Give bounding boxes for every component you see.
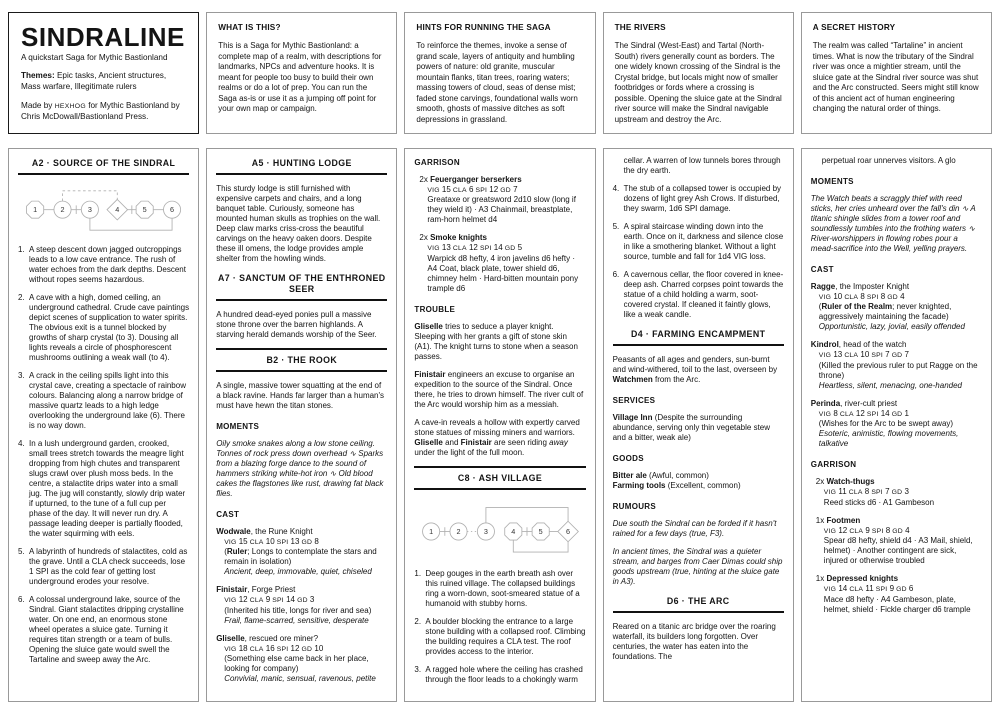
goods-entry: Bitter ale (Awful, common) <box>612 470 709 480</box>
keyed-list-item <box>18 245 189 285</box>
paragraph: This sturdy lodge is still furnished with expensive carpets and chairs, and a long banquet table. Curiously, someone has mounted human skulls as trophies on the wall. Deep claw marks criss-cross the beautiful carvings on the heavy oaken doors. Despite these ill omens, the lodge provides ample shelter from the howling winds. <box>216 183 381 263</box>
unit-name: 1x Depressed knights <box>815 574 899 584</box>
services-heading: SERVICES <box>612 395 656 405</box>
item-text: A boulder blocking the entrance to a large stone building with a collapsed roof. Climbing the building requires a CLA test. The roof provides access to the interior. <box>425 616 586 656</box>
diagram-node-label: 3 <box>484 527 489 537</box>
paragraph: The realm was called “Tartaline” in ancient times. What is now the tributary of the Sindral river was once a mightier stream, until the sluice gate at the Sindral river source was shut and the Arc constructed. Seers might still know of this ancient act of human engineering changing the natural order of things. <box>812 41 979 114</box>
keyed-list-item <box>414 665 585 685</box>
npc-traits: Frail, flame-scarred, sensitive, desperate <box>224 615 369 625</box>
a2-location-diagram <box>18 184 189 237</box>
npc-note: (Something else came back in her place, looking for company) <box>224 654 369 674</box>
npc-note: (Wishes for the Arc to be swept away) <box>818 419 954 429</box>
cast-entry <box>811 340 982 390</box>
unit-gear: Mace d8 hefty · A4 Gambeson, plate, helmet, shield · Fickle charger d6 trample <box>823 594 971 614</box>
location-heading-a5: A5 · HUNTING LODGE <box>216 157 387 175</box>
item-text: A spiral staircase winding down into the earth. Once on it, darkness and silence close in like a smothering blanket. Without a light source, tumble and fall for 1d4 VIG loss. <box>623 222 784 261</box>
npc-name: Wodwale, the Rune Knight <box>216 526 313 536</box>
paragraph: To reinforce the themes, invoke a sense of grand scale, layers of antiquity and humbling powers of nature: old granite, muscular mountain flanks, titan trees, roaring waters; massing towers of cloud, seas of dense mist; faded stone carvings, foundational walls worn smooth, ghosts of massive ditches as soft depressions in grassland. <box>416 41 578 124</box>
item-text: In a lush underground garden, crooked, small trees stretch towards the meagre light dropping from high chutes and transparent slugs crawl over plush moss beds. In the centre, a stalactite drips water into a small jug. The jug will constantly, slowly drip water if upturned, to the tune of a full cup per phase of the day. It will never run dry. A passage leading deeper is partially flooded, the water squirming with eels. <box>29 439 186 539</box>
location-heading-a2: A2 · SOURCE OF THE SINDRAL <box>18 157 189 175</box>
keyed-list-item <box>613 270 784 320</box>
unit-stats: VIG 11 CLA 8 SPI 7 GD 3 <box>823 487 909 497</box>
column-arc-cast-garrison <box>801 148 992 702</box>
item-text: A cave with a high, domed ceiling, an underground cathedral. Crude cave paintings depict scenes of supplication to water spirits. The obvious exit is a tunnel blocked by growths of sharp crystal (to 3). Dousing all lights reveals a circle of phosphorescent mushrooms outlining a weak wall (to 4). <box>29 293 190 363</box>
keyed-list-item <box>613 184 784 214</box>
location-heading-c8: C8 · ASH VILLAGE <box>414 466 585 490</box>
what-is-this-section <box>206 12 397 134</box>
unit-stats: VIG 13 CLA 12 SPI 14 GD 5 <box>427 243 523 253</box>
location-heading-d6: D6 · THE ARC <box>613 595 784 613</box>
npc-note: (Inherited his title, longs for river and sea) <box>224 605 372 615</box>
item-text: The stub of a collapsed tower is occupied by dozens of light grey Ash Crows. If disturbed, they swarm, 1d6 SPI damage. <box>623 184 782 213</box>
garrison-unit <box>419 175 585 225</box>
item-number: 2. <box>18 293 25 303</box>
paragraph: A hundred dead-eyed ponies pull a massive stone throne over the barren highlands. A starving herald demands worship of the Seer. <box>216 309 377 339</box>
diagram-node-label: 1 <box>33 205 38 215</box>
item-number: 5. <box>18 547 25 557</box>
npc-note: (Killed the previous ruler to put Ragge on the throne) <box>818 360 978 380</box>
npc-stats: VIG 8 CLA 12 SPI 14 GD 1 <box>818 408 909 418</box>
paragraph-continued: perpetual roar unnerves visitors. A glo <box>821 156 956 165</box>
unit-stats: VIG 14 CLA 11 SPI 9 GD 6 <box>823 584 914 594</box>
npc-note: (Ruler of the Realm; never knighted, aggressively maintaining the facade) <box>818 302 952 322</box>
goods-heading: GOODS <box>612 453 644 463</box>
item-number: 4. <box>612 184 620 193</box>
trouble-paragraph: Gliselle tries to seduce a player knight. Sleeping with her grants a gift of stone skin (A1). The knight turns to stone when a season passes. <box>414 321 578 361</box>
themes-line: Themes: Epic tasks, Ancient structures, Mass warfare, Illegitimate rulers <box>21 71 167 91</box>
trouble-paragraph: A cave-in reveals a hollow with expertly carved stone statues of missing miners and warriors. Gliselle and Finistair are seen riding away under the light of the full moon. <box>414 417 580 457</box>
section-heading: HINTS FOR RUNNING THE SAGA <box>416 23 551 32</box>
content-band <box>8 148 992 702</box>
item-text: Deep gouges in the earth breath ash over this ruined village. The collapsed buildings ring a worn-down, soot-smeared statue of a humanoid with stubby horns. <box>425 568 580 608</box>
item-number: 1. <box>18 245 25 255</box>
npc-stats: VIG 15 CLA 10 SPI 13 GD 8 <box>224 536 319 546</box>
column-a2-source-of-the-sindral <box>8 148 199 702</box>
moments-heading: MOMENTS <box>810 177 854 186</box>
item-number: 3. <box>414 664 422 674</box>
diagram-node-label: 5 <box>142 205 147 215</box>
location-heading-a7: A7 · SANCTUM OF THE ENTHRONED SEER <box>216 272 387 301</box>
keyed-list-item <box>414 617 585 657</box>
npc-traits: Ancient, deep, immovable, quiet, chiseled <box>224 567 372 577</box>
item-number: 2. <box>414 616 422 626</box>
cast-entry <box>216 527 387 577</box>
section-heading: A SECRET HISTORY <box>812 23 896 32</box>
moments-text: Oily smoke snakes along a low stone ceiling. Tonnes of rock press down overhead ∿ Sparks from a blazing forge dance to the sound of hammers striking white-hot iron ∿ Old blood cakes the flagstones like rust, drawing fat black flies. <box>216 438 384 498</box>
cast-entry <box>811 399 982 449</box>
rumour: In ancient times, the Sindral was a quieter stream, and barges from Caer Dimas could ship goods upstream (true, hinting at the sluice gate in A3). <box>612 546 783 586</box>
unit-gear: Spear d8 hefty, shield d4 · A3 Mail, shield, helmet) · Another contingent are sick, injured or otherwise troubled <box>823 536 973 566</box>
item-number <box>811 156 822 166</box>
cast-entry <box>811 282 982 332</box>
unit-name: 2x Smoke knights <box>419 233 487 243</box>
npc-traits: Convivial, manic, sensual, ravenous, petite <box>224 674 376 684</box>
paragraph: This is a Saga for Mythic Bastionland: a complete map of a realm, with descriptions for landmarks, NPCs and adventure hooks. It is meant for people too busy to build their own realms or do a lot of prep. You can run the Saga as-is or use it as a jumping off point for your own map or campaign. <box>218 41 382 114</box>
rumours-heading: RUMOURS <box>612 501 657 511</box>
npc-traits: Opportunistic, lazy, jovial, easily offended <box>818 322 965 332</box>
keyed-list-item <box>18 293 189 363</box>
section-heading: THE RIVERS <box>614 23 666 32</box>
diagram-node-label: 4 <box>115 205 120 215</box>
trouble-heading: TROUBLE <box>414 304 456 314</box>
continued-paragraph <box>811 156 982 166</box>
npc-traits: Esoteric, animistic, flowing movements, talkative <box>818 429 959 449</box>
location-heading-b2: B2 · THE ROOK <box>216 348 387 372</box>
npc-name: Gliselle, rescued ore miner? <box>216 633 319 643</box>
keyed-list-item <box>414 569 585 609</box>
item-number: 5. <box>612 222 620 231</box>
column-farming-encampment-arc <box>603 148 794 702</box>
item-number: 4. <box>18 439 25 449</box>
column-lodge-sanctum-rook <box>206 148 397 702</box>
continued-item <box>613 156 784 176</box>
npc-stats: VIG 18 CLA 16 SPI 12 GD 10 <box>224 643 324 653</box>
unit-gear: Reed sticks d6 · A1 Gambeson <box>823 497 935 507</box>
rumour: Due south the Sindral can be forded if it hasn't rained for a few days (true, F3). <box>612 518 777 538</box>
diagram-node-label: 2 <box>60 205 65 215</box>
diagram-node-label: 2 <box>456 527 461 537</box>
garrison-heading: GARRISON <box>414 158 460 167</box>
unit-name: 2x Watch-thugs <box>815 477 875 487</box>
item-text-continued: cellar. A warren of low tunnels bores through the dry earth. <box>623 156 781 175</box>
item-number: 3. <box>18 371 25 381</box>
item-text: A ragged hole where the ceiling has crashed through the floor leads to a chokingly warm <box>425 664 583 684</box>
keyed-list-item <box>18 547 189 587</box>
cast-heading: CAST <box>810 265 834 274</box>
goods-entry: Farming tools (Excellent, common) <box>612 480 741 490</box>
item-text: A steep descent down jagged outcroppings leads to a low cave entrance. The rush of water echoes from the dark depths. Descent without ropes seems hazardous. <box>29 245 186 285</box>
npc-name: Ragge, the Imposter Knight <box>810 282 910 291</box>
unit-gear: Warpick d8 hefty, 4 iron javelins d6 hefty · A4 Coat, black plate, tower shield d6, chimney helm · Hard-bitten mountain pony trample d6 <box>427 253 579 293</box>
service-entry: Village Inn (Despite the surrounding abundance, serving only thin vegetable stew and a bitter, weak ale) <box>612 412 771 442</box>
garrison-unit <box>816 516 982 566</box>
keyed-list-item <box>613 222 784 262</box>
paragraph: Peasants of all ages and genders, sun-burnt and wind-withered, toil to the last, overseen by Watchmen from the Arc. <box>612 354 778 384</box>
garrison-unit <box>816 477 982 507</box>
unit-gear: Greataxe or greatsword 2d10 slow (long if they wield it) · A3 Chainmail, breastplate, ram-horn helmet d4 <box>427 195 576 225</box>
moments-text: The Watch beats a scraggly thief with reed sticks, her cries unheard over the fall's din ∿ A titanic shingle slides from a tower roof and soundlessly tumbles into the frothing waters ∿ River-worshippers in flowing robes pour a mead-sacrifice into the Well, yelling prayers. <box>810 194 976 253</box>
rivers-section <box>603 12 794 134</box>
diagram-node-label: 5 <box>539 527 544 537</box>
c8-location-diagram <box>414 499 585 561</box>
hints-section <box>404 12 595 134</box>
item-number <box>613 156 624 176</box>
diagram-node-label: 6 <box>170 205 175 215</box>
credit-line: Made by HEXHOG for Mythic Bastionland by Chris McDowall/Bastionland Press. <box>21 101 180 121</box>
paragraph: The Sindral (West-East) and Tartal (North-South) rivers generally count as borders. The one widely known crossing of the Sindral is the Crystal bridge, but locals might now of smaller footbridges or fords where a crossing is possible. Opening the sluice gate at the Sindral river source will make the Sindral navigable upstream and destroy the Arc. <box>614 41 782 124</box>
garrison-heading: GARRISON <box>810 460 857 470</box>
npc-stats: VIG 10 CLA 8 SPI 8 GD 4 <box>818 292 905 301</box>
npc-stats: VIG 13 CLA 10 SPI 7 GD 7 <box>818 350 909 360</box>
paragraph: Reared on a titanic arc bridge over the roaring waterfall, its builders long forgotten. Over centuries, the water has eaten into the foundations. The <box>612 621 776 661</box>
npc-name: Kindrol, head of the watch <box>810 340 907 350</box>
item-text: A cavernous cellar, the floor covered in knee-deep ash. Charred corpses point towards the statue of a child holding a warm, soot-covered crystal. If cleaned it faintly glows, like a weak candle. <box>623 270 784 319</box>
npc-name: Perinda, river-cult priest <box>810 398 898 408</box>
npc-note: (Ruler; Longs to contemplate the stars and remain in isolation) <box>224 547 377 567</box>
page-subtitle: A quickstart Saga for Mythic Bastionland <box>21 53 168 62</box>
header-band <box>8 12 992 134</box>
location-heading-d4: D4 · FARMING ENCAMPMENT <box>613 328 784 346</box>
title-block <box>8 12 199 134</box>
section-heading: WHAT IS THIS? <box>218 23 281 32</box>
item-text: A colossal underground lake, source of the Sindral. Giant stalactites dripping crystalline water. On one end, an enormous stone wheel operates a sluice gate. Turning it requires titan strength or a team of bulls. Opening the sluice gate would swell the Tartaline and sweep away the Arc. <box>29 595 184 665</box>
trouble-paragraph: Finistair engineers an excuse to organise an expedition to the source of the Sindral. Once there, he tries to drown himself. The river cult of the Arc would worship him as a messiah. <box>414 369 584 409</box>
keyed-list-item <box>18 595 189 665</box>
unit-stats: VIG 15 CLA 6 SPI 12 GD 7 <box>427 185 518 194</box>
item-number: 6. <box>18 595 25 605</box>
item-number: 6. <box>612 270 620 279</box>
secret-history-section <box>801 12 992 134</box>
cast-heading: CAST <box>216 509 240 519</box>
cast-entry <box>216 585 387 625</box>
keyed-list-item <box>18 371 189 431</box>
item-text: A crack in the ceiling spills light into this crystal cave, creating a spectacle of rainbow colours. Balancing along a narrow bridge of massive quartz leads to a high ledge overlooking the underground lake (6). There is no way down. <box>29 371 186 431</box>
item-text: A labyrinth of hundreds of stalactites, cold as the grave. Until a CLA check succeeds, lose 1 SPI as the cold fear of getting lost underground erodes your resolve. <box>29 547 188 587</box>
moments-heading: MOMENTS <box>216 421 260 431</box>
paragraph: A single, massive tower squatting at the end of a black ravine. Hands far larger than a human's must have hewn the titan stones. <box>216 380 385 410</box>
npc-traits: Heartless, silent, menacing, one-handed <box>818 380 962 390</box>
diagram-node-label: 1 <box>429 527 434 537</box>
unit-name: 1x Footmen <box>815 515 861 525</box>
diagram-node-label: 3 <box>87 205 92 215</box>
page-title: SINDRALINE <box>21 22 185 52</box>
garrison-unit <box>419 233 585 293</box>
keyed-list-item <box>18 439 189 539</box>
npc-name: Finistair, Forge Priest <box>216 585 296 595</box>
cast-entry <box>216 634 387 684</box>
column-garrison-trouble-ash-village <box>404 148 595 702</box>
unit-stats: VIG 12 CLA 9 SPI 8 GD 4 <box>823 525 910 535</box>
npc-stats: VIG 12 CLA 9 SPI 14 GD 3 <box>224 595 315 605</box>
item-number: 1. <box>414 568 422 578</box>
diagram-node-label: 4 <box>511 527 516 537</box>
diagram-node-label: 6 <box>566 527 571 537</box>
unit-name: 2x Feuerganger berserkers <box>419 175 522 184</box>
garrison-unit <box>816 574 982 614</box>
